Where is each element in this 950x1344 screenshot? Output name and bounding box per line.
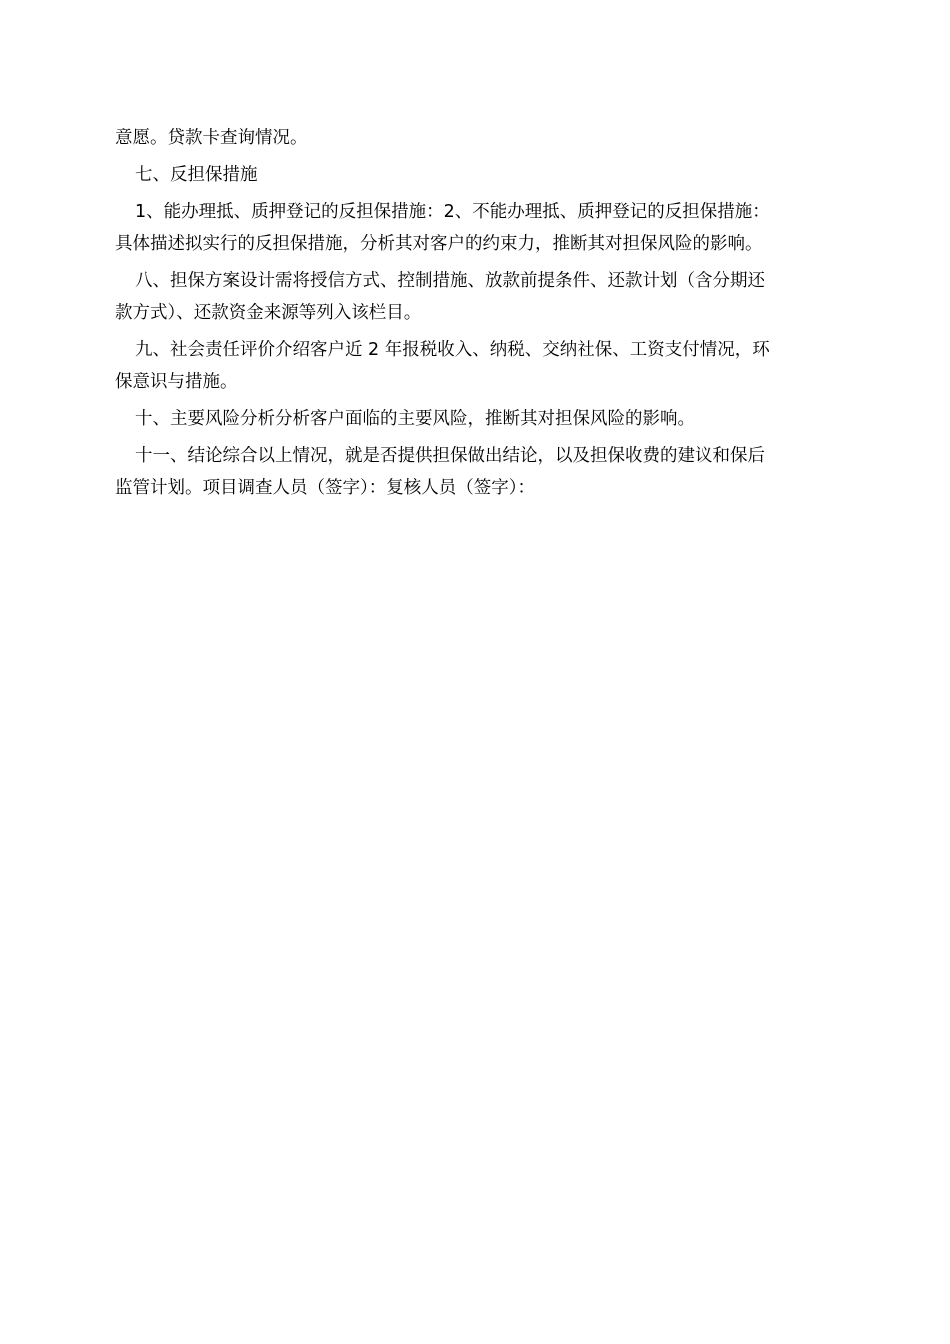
heading-counter-guarantee: 七、反担保措施 (135, 165, 258, 185)
line-counter-guarantee-description: 具体描述拟实行的反担保措施，分析其对客户的约束力，推断其对担保风险的影响。 (115, 234, 763, 254)
line-counter-guarantee-items: 1、能办理抵、质押登记的反担保措施：2、不能办理抵、质押登记的反担保措施： (135, 202, 770, 222)
line-main-risk-analysis: 十、主要风险分析分析客户面临的主要风险，推断其对担保风险的影响。 (135, 409, 695, 429)
line-guarantee-plan-cont: 款方式）、还款资金来源等列入该栏目。 (115, 303, 422, 323)
line-social-responsibility-cont: 保意识与措施。 (115, 372, 238, 392)
document-body (115, 122, 835, 504)
line-signatures: 监管计划。项目调查人员（签字）：复核人员（签字）： (115, 478, 535, 498)
line-social-responsibility: 九、社会责任评价介绍客户近 2 年报税收入、纳税、交纳社保、工资支付情况，环 (135, 340, 770, 360)
line-guarantee-plan: 八、担保方案设计需将授信方式、控制措施、放款前提条件、还款计划（含分期还 (135, 271, 765, 291)
line-conclusion: 十一、结论综合以上情况，就是否提供担保做出结论，以及担保收费的建议和保后 (135, 446, 765, 466)
line-willingness-loan-card: 意愿。贷款卡查询情况。 (115, 128, 308, 148)
